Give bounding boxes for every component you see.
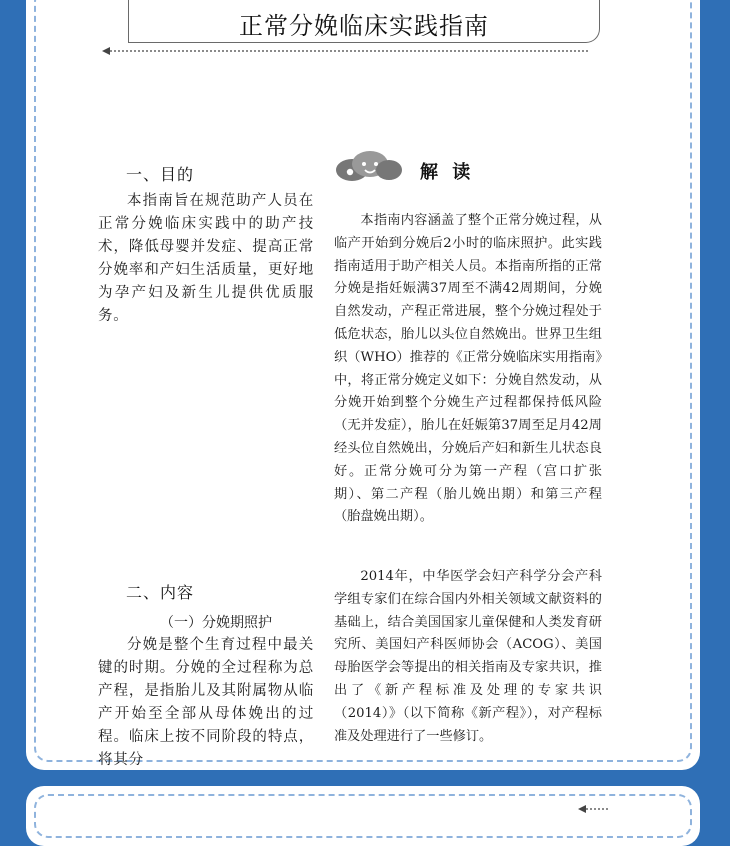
jiedu-label: 解 读	[420, 162, 475, 183]
section-heading-content: 二、内容	[126, 583, 195, 602]
content-paragraph: 分娩是整个生育过程中最关键的时期。分娩的全过程称为总产程，是指胎儿及其附属物从临产开始至全部从母体娩出的过程。临床上按不同阶段的特点，将其分	[98, 637, 314, 768]
cloud-face-icon	[334, 148, 404, 188]
next-page-card	[26, 786, 700, 846]
subheading-delivery-care: （一）分娩期照护	[160, 615, 272, 631]
dotted-arrow-icon	[102, 46, 592, 56]
title-box	[128, 0, 600, 43]
page-title: 正常分娩临床实践指南	[239, 12, 489, 40]
interpretation-paragraph-1: 本指南内容涵盖了整个正常分娩过程，从临产开始到分娩后2小时的临床照护。此实践指南适用于助产相关人员。本指南所指的正常分娩是指妊娠满37周至不满42周期间，分娩自然发动，产程正常进展，整个分娩过程处于低危状态，胎儿以头位自然娩出。世界卫生组织（WHO）推荐的《正常分娩临床实用指南》中，将正常分娩定义如下：分娩自然发动，从分娩开始到整个分娩生产过程都保持低风险（无并发症），胎儿在妊娠第37周至足月42周经头位自然娩出，分娩后产妇和新生儿状态良好。正常分娩可分为第一产程（宫口扩张期）、第二产程（胎儿娩出期）和第三产程（胎盘娩出期）。	[334, 213, 602, 525]
interpretation-paragraph-2: 2014年，中华医学会妇产科学分会产科学组专家们在综合国内外相关领域文献资料的基础上，结合美国国家儿童保健和人类发育研究所、美国妇产科医师协会（ACOG）、美国母胎医学会等提出的相关指南及专家共识，推出了《新产程标准及处理的专家共识（2014）》（以下简称《新产程》），对产程标准及处理进行了一些修订。	[334, 569, 602, 744]
purpose-paragraph: 本指南旨在规范助产人员在正常分娩临床实践中的助产技术，降低母婴并发症、提高正常分娩率和产妇生活质量，更好地为孕产妇及新生儿提供优质服务。	[98, 193, 314, 324]
dotted-arrow-icon	[578, 804, 608, 814]
section-heading-purpose: 一、目的	[126, 165, 195, 184]
